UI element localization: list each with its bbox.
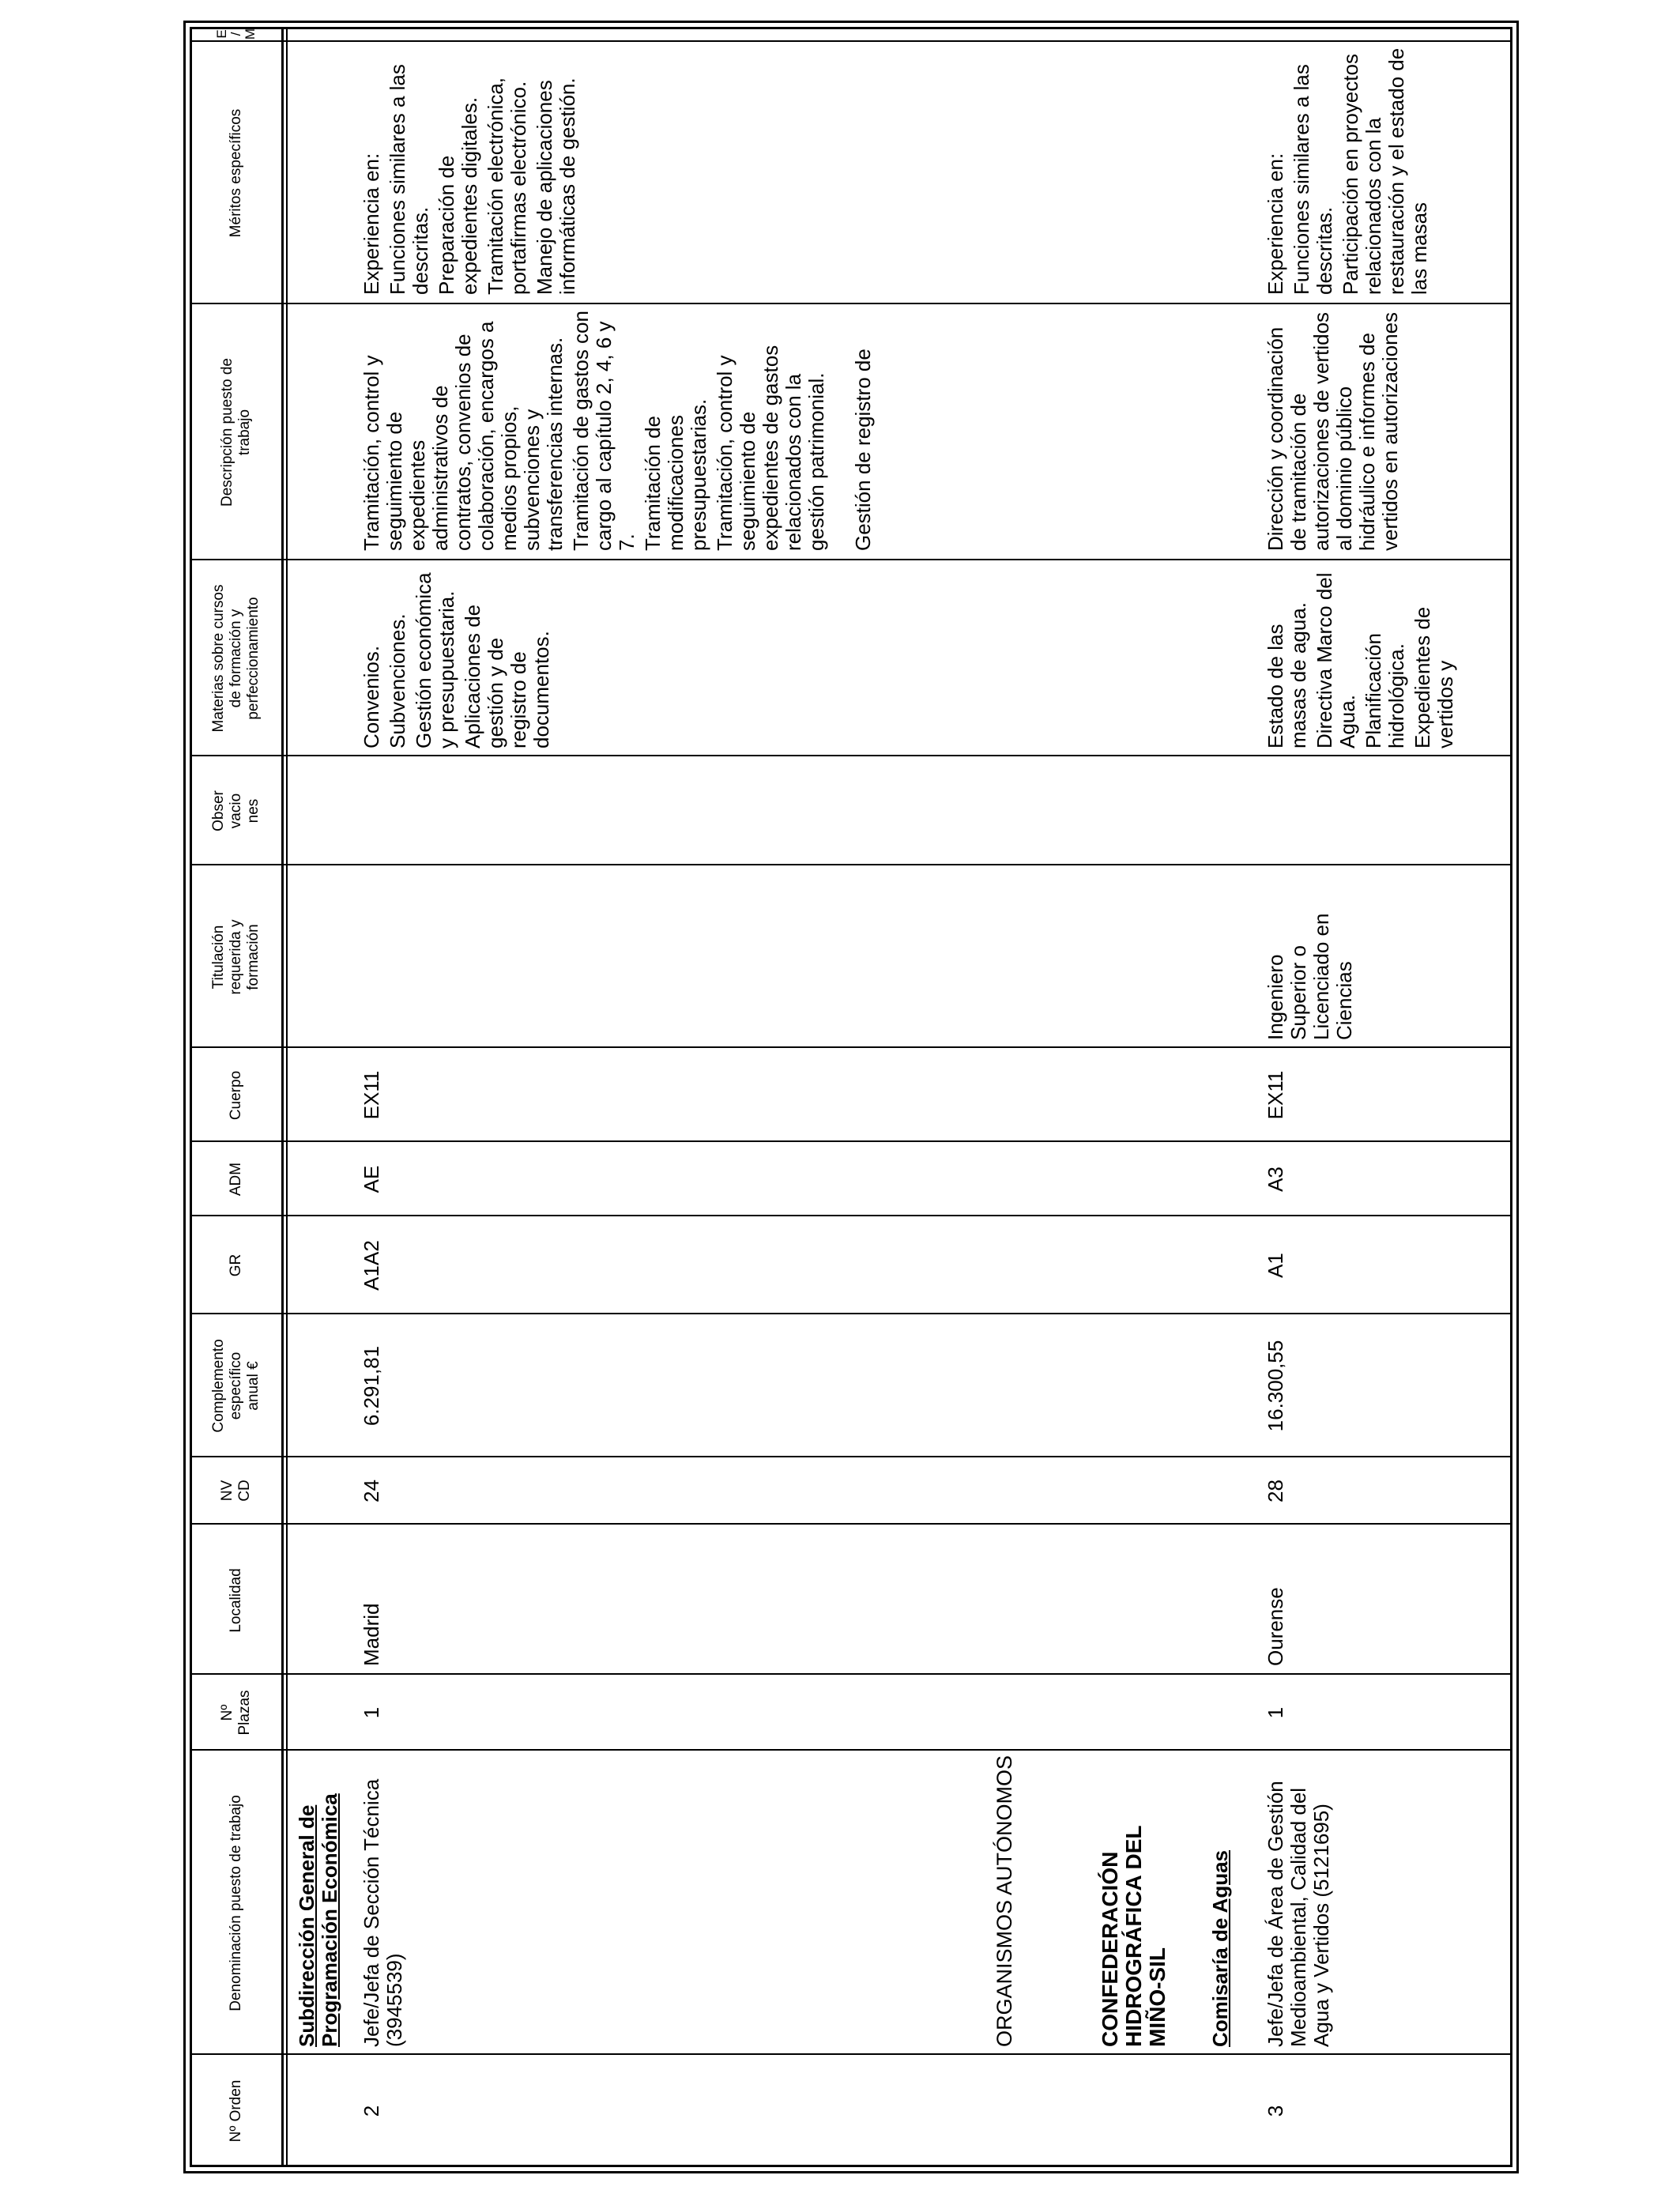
- row-2-meritos: [360, 47, 582, 295]
- column-divider: [190, 1456, 1512, 1457]
- merito-item: Experiencia en:: [360, 153, 383, 295]
- row-2-cuerpo: EX11: [360, 1070, 383, 1120]
- column-divider: [190, 1673, 1512, 1675]
- header-adm: ADM: [228, 1162, 244, 1197]
- column-divider: [190, 1046, 1512, 1048]
- materia-item: Gestión económica y presupuestaria.: [412, 572, 458, 748]
- materia-item: Directiva Marco del Agua.: [1313, 572, 1359, 748]
- header-gr: GR: [228, 1253, 244, 1277]
- row-2-orden: 2: [360, 2105, 383, 2117]
- header-divider: [281, 27, 284, 2167]
- row-2-gr: A1A2: [360, 1240, 383, 1291]
- header-orden: Nº Orden: [228, 2079, 244, 2143]
- descripcion-item: Tramitación, control y seguimiento de expedientes administrativos de contratos, convenios de colaboración, encargos a medios propios, subvenciones y transferencias internas.: [360, 321, 567, 551]
- merito-item: Funciones similares a las descritas.: [386, 64, 432, 295]
- row-2-materias: [360, 567, 556, 748]
- header-plazas: Nº Plazas: [219, 1690, 253, 1736]
- row-2-localidad: Madrid: [360, 1603, 383, 1666]
- merito-item: Tramitación electrónica, portafirmas electrónico.: [484, 77, 530, 295]
- header-materias: Materias sobre cursos de formación y perfeccionamiento: [210, 584, 262, 733]
- header-denominacion: Denominación puesto de trabajo: [228, 1795, 244, 2011]
- materia-item: Aplicaciones de gestión y de registro de documentos.: [461, 604, 553, 748]
- merito-item: Funciones similares a las descritas.: [1290, 64, 1336, 295]
- row-3-adm: A3: [1264, 1167, 1287, 1192]
- column-divider: [190, 1749, 1512, 1751]
- header-cuerpo: Cuerpo: [228, 1070, 244, 1121]
- row-2-adm: AE: [360, 1165, 383, 1193]
- row-3-complemento: 16.300,55: [1264, 1340, 1287, 1432]
- header-meritos: Méritos específicos: [228, 108, 244, 238]
- descripcion-item: Dirección y coordinación de tramitación de autorizaciones de vertidos al dominio público hidráulico e informes de vertidos en autorizaciones: [1264, 311, 1402, 551]
- materia-item: Subvenciones.: [386, 613, 409, 748]
- row-3-orden: 3: [1264, 2105, 1287, 2117]
- row-3-gr: A1: [1264, 1253, 1287, 1278]
- column-divider: [190, 2053, 1512, 2055]
- header-divider: [286, 27, 288, 2167]
- column-divider: [190, 559, 1512, 560]
- row-2-complemento: 6.291,81: [360, 1345, 383, 1427]
- row-3-cuerpo: EX11: [1264, 1070, 1287, 1120]
- row-3-denominacion: Jefe/Jefa de Área de Gestión Medioambiental, Calidad del Agua y Vertidos (5121695): [1264, 1781, 1333, 2047]
- column-divider: [190, 1313, 1512, 1314]
- row-3-nv-cd: 28: [1264, 1480, 1287, 1502]
- header-nv-cd: NV CD: [219, 1480, 253, 1502]
- header-titulacion: Titulación requerida y formación: [210, 919, 262, 995]
- column-divider: [190, 303, 1512, 304]
- materia-item: Planificación hidrológica.: [1362, 633, 1408, 748]
- section-organismos: ORGANISMOS AUTÓNOMOS: [993, 1755, 1016, 2047]
- materia-item: Convenios.: [360, 645, 383, 748]
- descripcion-item: Tramitación, control y seguimiento de expedientes de gastos relacionados con la gestión patrimonial.: [713, 345, 828, 551]
- header-complemento: Complemento específico anual €: [210, 1339, 262, 1433]
- merito-item: Participación en proyectos relacionados con la restauración y el estado de las masas: [1339, 47, 1431, 295]
- materia-item: Estado de las masas de agua.: [1264, 601, 1310, 748]
- column-divider: [190, 1140, 1512, 1142]
- descripcion-item: Tramitación de gastos con cargo al capítulo 2, 4, 6 y 7.: [569, 311, 638, 551]
- section-subdireccion: Subdirección General de Programación Económica: [295, 1793, 341, 2047]
- row-3-plazas: 1: [1264, 1706, 1287, 1719]
- header-localidad: Localidad: [228, 1568, 244, 1633]
- materia-item: Expedientes de vertidos y: [1411, 606, 1457, 748]
- descripcion-item: Tramitación de modificaciones presupuestarias.: [641, 398, 710, 551]
- row-2-plazas: 1: [360, 1706, 383, 1719]
- merito-item: Manejo de aplicaciones informáticas de gestión.: [533, 77, 579, 295]
- column-divider: [190, 755, 1512, 756]
- column-divider: [190, 1523, 1512, 1525]
- section-confederacion: CONFEDERACIÓN HIDROGRÁFICA DEL MIÑO-SIL: [1098, 1826, 1170, 2047]
- merito-item: Experiencia en:: [1264, 153, 1287, 295]
- header-descripcion: Descripción puesto de trabajo: [219, 358, 253, 507]
- row-2-nv-cd: 24: [360, 1480, 383, 1502]
- header-e-m: E / M: [214, 28, 258, 40]
- row-3-descripcion: [1264, 310, 1405, 551]
- section-comisaria: Comisaría de Aguas: [1208, 1849, 1232, 2047]
- row-3-titulacion: Ingeniero Superior o Licenciado en Ciencias: [1264, 913, 1356, 1040]
- column-divider: [190, 40, 1512, 42]
- merito-item: Preparación de expedientes digitales.: [435, 96, 481, 295]
- column-divider: [190, 864, 1512, 865]
- row-2-descripcion: [360, 310, 878, 551]
- row-3-materias: [1264, 567, 1460, 748]
- descripcion-item: Gestión de registro de: [851, 349, 875, 551]
- row-2-denominacion: Jefe/Jefa de Sección Técnica (3945539): [360, 1778, 406, 2047]
- row-3-localidad: Ourense: [1264, 1587, 1287, 1666]
- column-divider: [190, 1215, 1512, 1216]
- row-3-meritos: [1264, 47, 1434, 295]
- header-observaciones: Obser vacio nes: [210, 790, 262, 831]
